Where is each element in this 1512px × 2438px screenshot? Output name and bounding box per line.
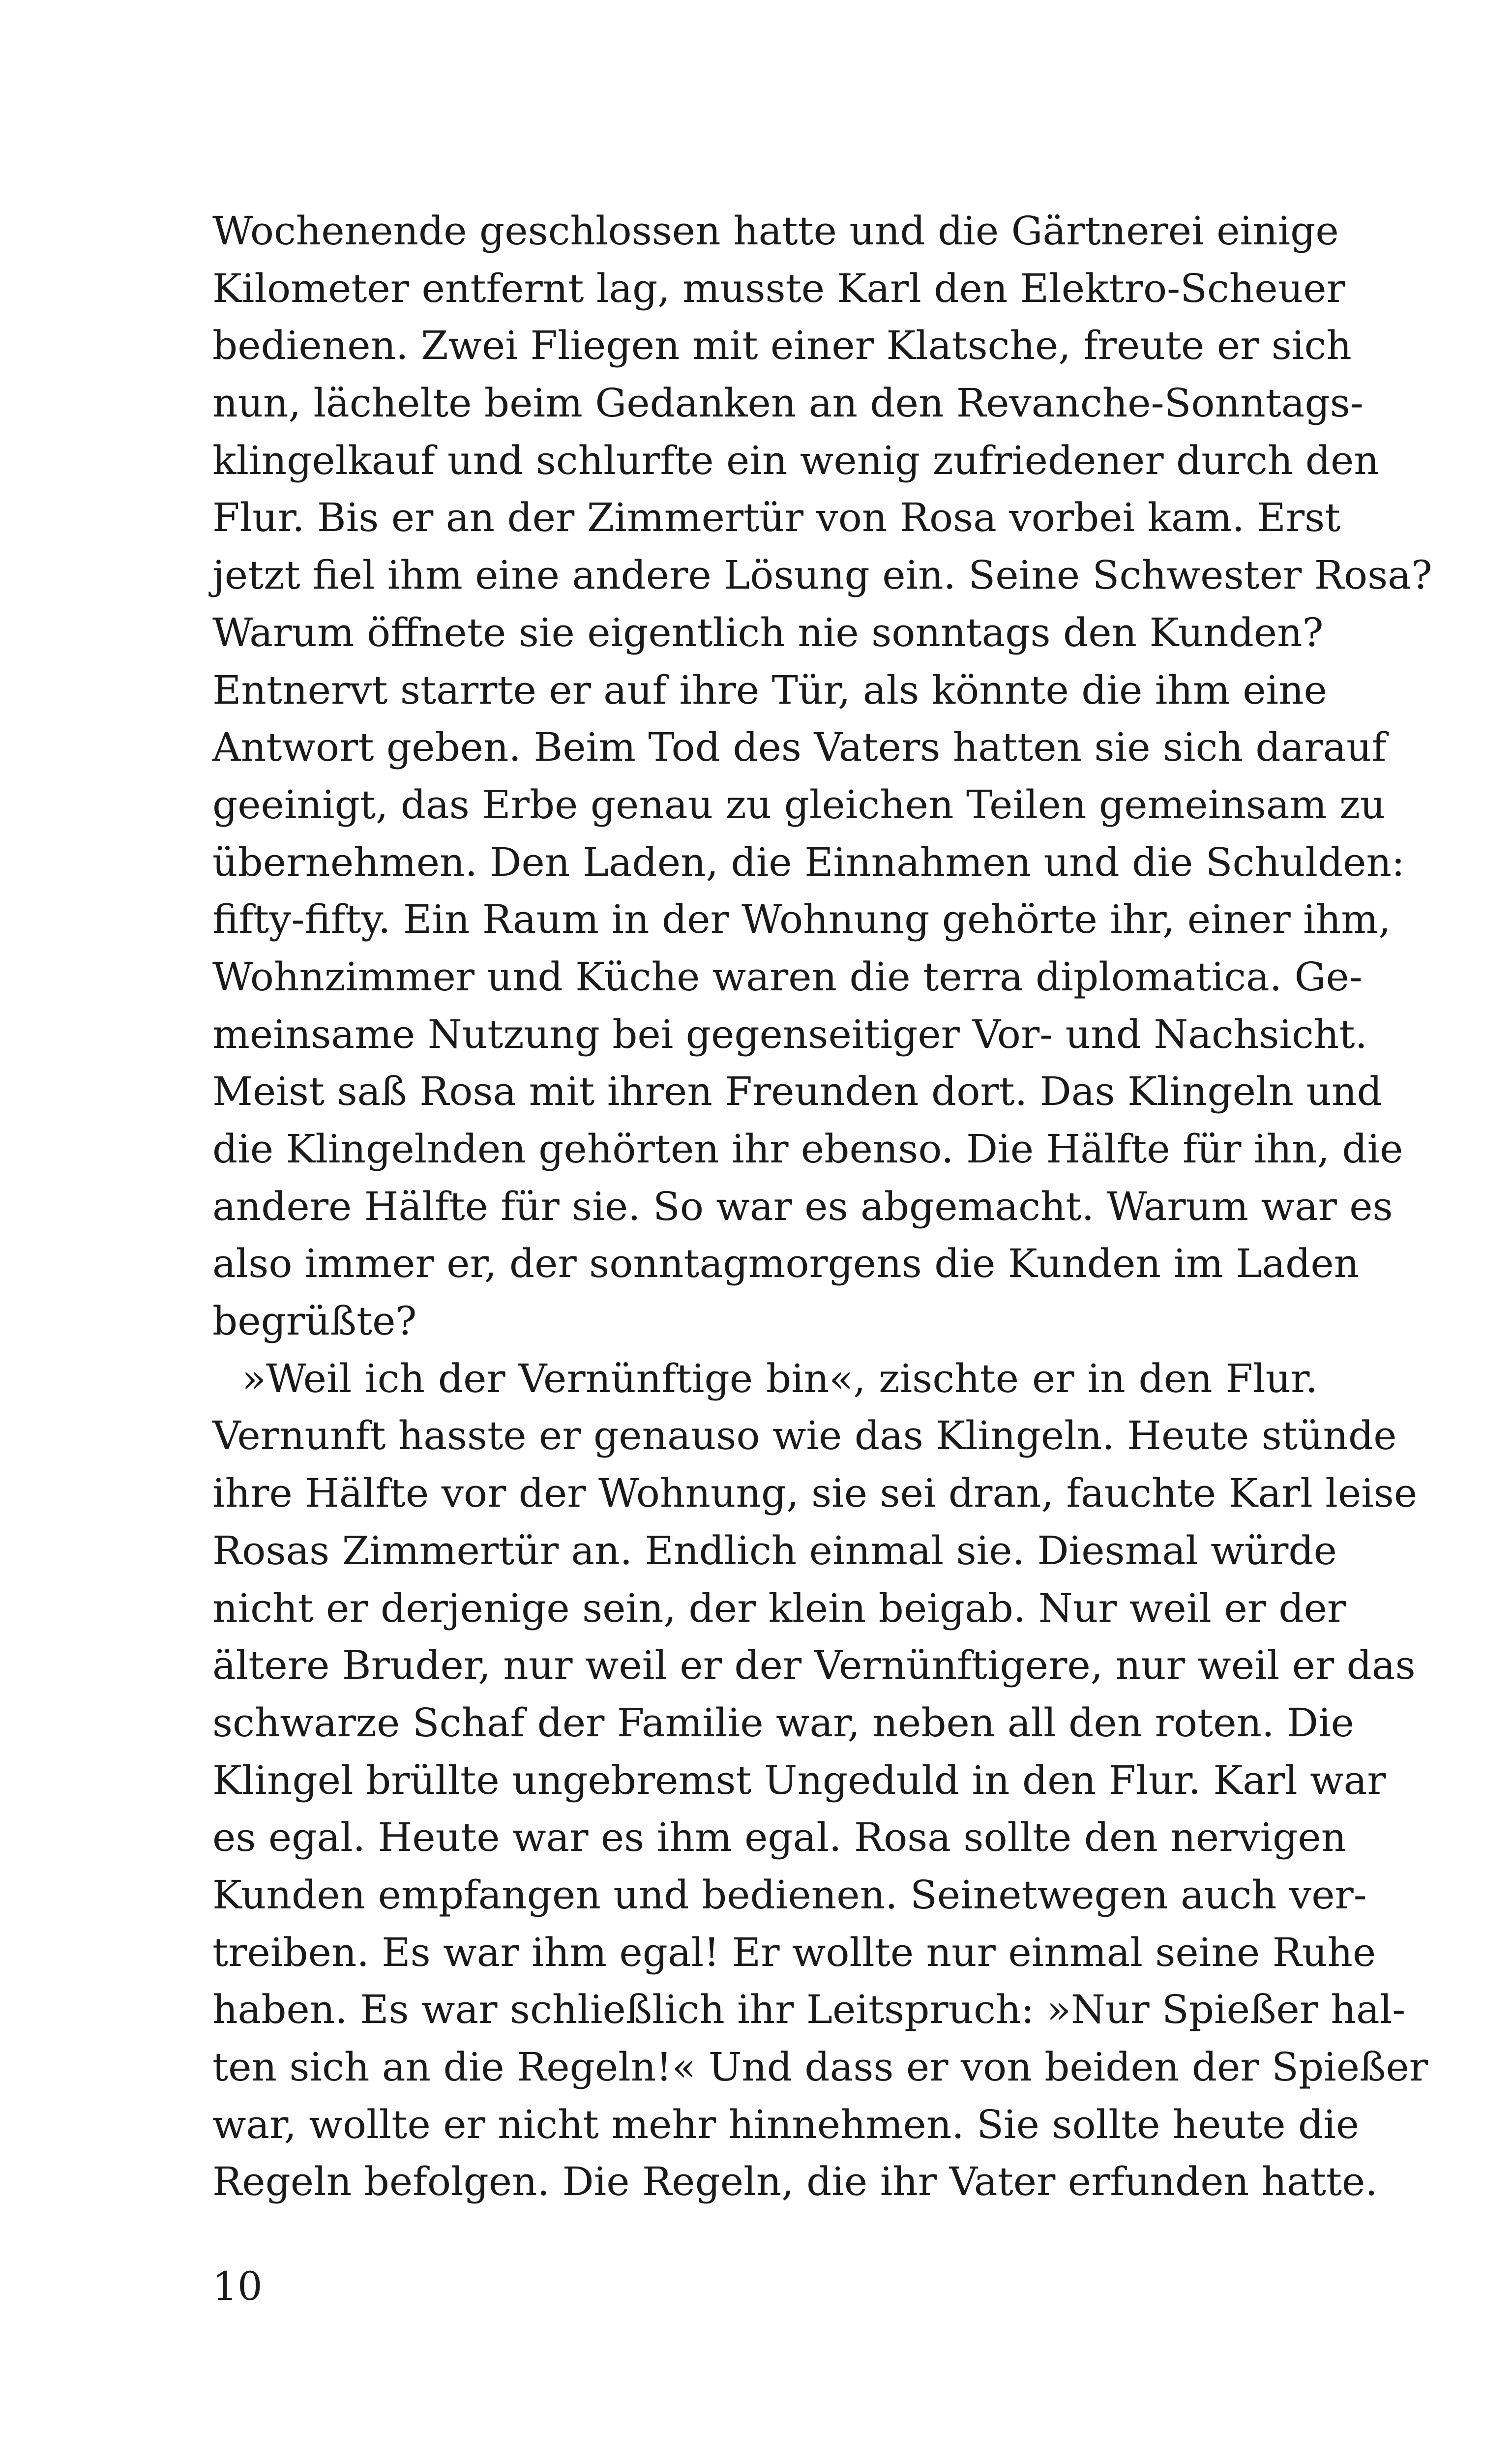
body-text [212,203,1432,2211]
text-line: nun, lächelte beim Gedanken an den Revanche-Sonntags- [212,380,1364,426]
text-line: ältere Bruder, nur weil er der Vernünftigere, nur weil er das [212,1642,1416,1689]
text-line: nicht er derjenige sein, der klein beigab. Nur weil er der [212,1585,1346,1631]
text-line: es egal. Heute war es ihm egal. Rosa sollte den nervigen [212,1814,1347,1861]
text-line: schwarze Schaf der Familie war, neben all den roten. Die [212,1699,1354,1746]
text-line: ihre Hälfte vor der Wohnung, sie sei dran, fauchte Karl leise [212,1470,1418,1516]
text-line: Kilometer entfernt lag, musste Karl den Elektro-Scheuer [212,265,1345,311]
text-line: übernehmen. Den Laden, die Einnahmen und die Schulden: [212,839,1405,885]
text-line: also immer er, der sonntagmorgens die Kunden im Laden [212,1241,1360,1287]
text-line: die Klingelnden gehörten ihr ebenso. Die Hälfte für ihn, die [212,1126,1403,1172]
text-line: Flur. Bis er an der Zimmertür von Rosa vorbei kam. Erst [212,495,1341,541]
text-line: fifty-fifty. Ein Raum in der Wohnung gehörte ihr, einer ihm, [212,896,1391,943]
text-line: Meist saß Rosa mit ihren Freunden dort. Das Klingeln und [212,1069,1382,1115]
text-line: Rosas Zimmertür an. Endlich einmal sie. Diesmal würde [212,1527,1337,1574]
text-line: begrüßte? [212,1298,417,1344]
text-line: meinsame Nutzung bei gegenseitiger Vor- und Nachsicht. [212,1011,1367,1057]
text-line: Vernunft hasste er genauso wie das Klingeln. Heute stünde [212,1413,1397,1459]
text-line: Wochenende geschlossen hatte und die Gärtnerei einige [212,208,1339,254]
text-line: geeinigt, das Erbe genau zu gleichen Teilen gemeinsam zu [212,781,1386,828]
paragraph [212,1350,1428,2211]
text-line: Entnervt starrte er auf ihre Tür, als könnte die ihm eine [212,667,1327,713]
text-line: haben. Es war schließlich ihr Leitspruch: »Nur Spießer hal- [212,1987,1406,2033]
text-line: Wohnzimmer und Küche waren die terra diplomatica. Ge- [212,953,1363,1000]
page-number: 10 [212,2263,263,2309]
text-line: jetzt fiel ihm eine andere Lösung ein. Seine Schwester Rosa? [212,552,1432,598]
text-line: Kunden empfangen und bedienen. Seinetwegen auch ver- [212,1872,1367,1918]
text-line: Regeln befolgen. Die Regeln, die ihr Vater erfunden hatte. [212,2159,1378,2205]
text-line: »Weil ich der Vernünftige bin«, zischte er in den Flur. [242,1355,1318,1401]
text-line: ten sich an die Regeln!« Und dass er von beiden der Spießer [212,2044,1428,2090]
text-line: klingelkauf und schlurfte ein wenig zufriedener durch den [212,437,1379,483]
paragraph [212,203,1432,1350]
text-line: treiben. Es war ihm egal! Er wollte nur einmal seine Ruhe [212,1929,1376,1975]
text-line: andere Hälfte für sie. So war es abgemacht. Warum war es [212,1183,1393,1229]
text-line: Klingel brüllte ungebremst Ungeduld in den Flur. Karl war [212,1757,1386,1803]
text-line: bedienen. Zwei Fliegen mit einer Klatsche, freute er sich [212,323,1352,369]
text-line: Antwort geben. Beim Tod des Vaters hatten sie sich darauf [212,724,1387,771]
text-line: war, wollte er nicht mehr hinnehmen. Sie sollte heute die [212,2101,1360,2147]
text-line: Warum öffnete sie eigentlich nie sonntags den Kunden? [212,609,1324,655]
